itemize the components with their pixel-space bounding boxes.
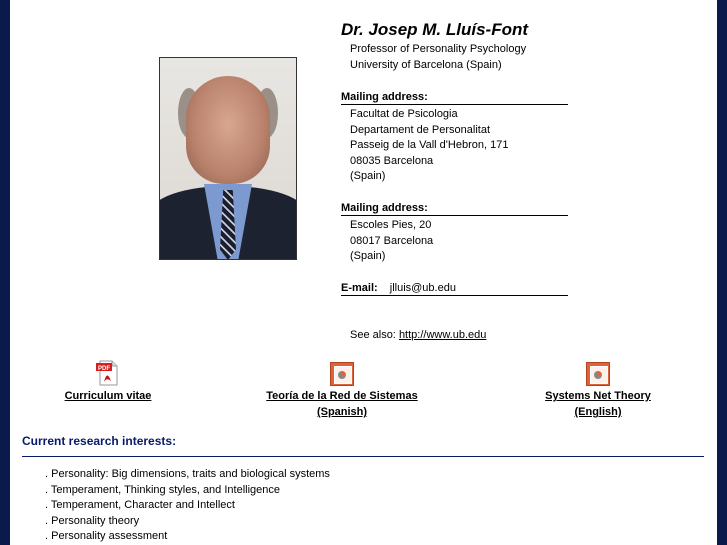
address-line: 08035 Barcelona xyxy=(350,154,434,167)
powerpoint-icon xyxy=(330,362,354,386)
svg-text:PDF: PDF xyxy=(98,366,110,372)
see-also xyxy=(350,329,486,341)
download-curriculum-vitae[interactable] xyxy=(60,360,156,404)
mailing-address-1 xyxy=(350,107,508,185)
mailing-address-label: Mailing address: xyxy=(341,91,568,105)
mailing-address-2 xyxy=(350,218,433,265)
address-line: Escoles Pies, 20 xyxy=(350,219,432,231)
list-item: . Temperament, Thinking styles, and Intelligence xyxy=(45,483,281,496)
powerpoint-icon xyxy=(586,362,610,386)
mailing-address-label-2: Mailing address: xyxy=(341,202,568,216)
research-interests-list xyxy=(45,467,330,545)
profile-affiliation xyxy=(350,42,526,73)
download-teoria-red-sistemas[interactable] xyxy=(262,362,422,420)
address-line: (Spain) xyxy=(350,250,386,262)
profile-photo xyxy=(159,57,297,260)
list-item: . Personality theory xyxy=(45,514,140,527)
systems-net-link[interactable]: Systems Net Theory xyxy=(545,390,651,402)
see-also-label: See also: xyxy=(350,329,396,341)
address-line: Facultat de Psicologia xyxy=(350,108,458,120)
list-item: . Temperament, Character and Intellect xyxy=(45,499,235,511)
address-line: 08017 Barcelona xyxy=(350,234,434,247)
profile-name: Dr. Josep M. Lluís-Font xyxy=(341,20,529,39)
teoria-link[interactable]: Teoría de la Red de Sistemas xyxy=(266,390,418,402)
email-value: jlluis@ub.edu xyxy=(389,282,456,294)
pdf-icon xyxy=(96,360,120,386)
address-line: Departament de Personalitat xyxy=(350,123,491,136)
page-content xyxy=(10,0,717,545)
email-label: E-mail: xyxy=(341,282,378,294)
address-line: Passeig de la Vall d'Hebron, 171 xyxy=(350,139,509,151)
email-row xyxy=(341,282,568,296)
list-item: . Personality: Big dimensions, traits and biological systems xyxy=(45,468,330,480)
profile-title: Professor of Personality Psychology xyxy=(350,43,527,55)
profile-institution: University of Barcelona (Spain) xyxy=(350,58,502,71)
cv-link[interactable]: Curriculum vitae xyxy=(64,390,152,402)
university-link[interactable]: http://www.ub.edu xyxy=(398,329,487,341)
systems-net-language[interactable]: (English) xyxy=(574,406,622,418)
download-systems-net-theory[interactable] xyxy=(528,362,668,420)
address-line: (Spain) xyxy=(350,170,386,182)
list-item: . Personality assessment xyxy=(45,530,168,542)
teoria-language[interactable]: (Spanish) xyxy=(316,406,368,418)
research-interests-heading: Current research interests: xyxy=(22,434,704,457)
